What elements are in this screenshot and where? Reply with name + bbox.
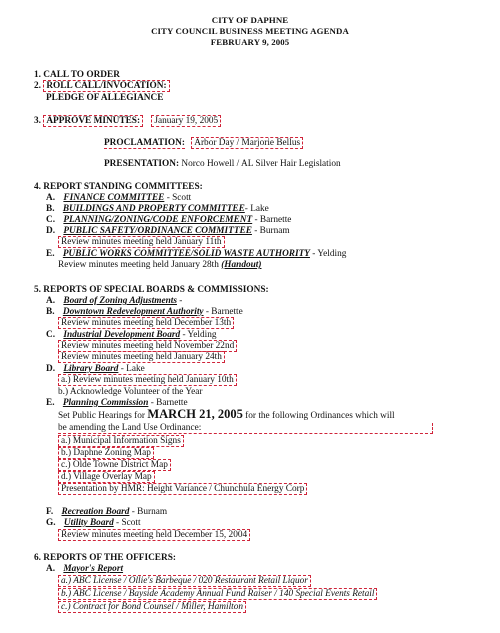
minutes-text: Review minutes meeting held January 11th — [58, 236, 225, 248]
committee-letter: E. — [46, 249, 55, 259]
agenda-date: FEBRUARY 9, 2005 — [210, 37, 290, 47]
public-safety-minutes — [58, 237, 225, 247]
proclamation-label: PROCLAMATION: — [104, 138, 185, 148]
downtown-minutes — [58, 318, 234, 328]
mayor-item-b — [58, 589, 377, 599]
ordinance-text: d.) Village Overlay Map — [58, 471, 155, 483]
library-volunteer: b.) Acknowledge Volunteer of the Year — [58, 387, 203, 397]
committee-chair: - Yelding — [309, 249, 347, 259]
industrial-minutes-2 — [58, 352, 225, 362]
ordinance-text: a.) Municipal Information Signs — [58, 435, 184, 447]
report-name: Mayor's Report — [63, 564, 124, 574]
committee-chair: - Barnette — [252, 215, 292, 225]
item-standing-committees: 4. REPORT STANDING COMMITTEES: — [34, 182, 203, 192]
item-special-boards: 5. REPORTS OF SPECIAL BOARDS & COMMISSIONS: — [34, 285, 269, 295]
minutes-text: a.) Review minutes meeting held January 10th — [58, 374, 237, 386]
minutes-text: Review minutes meeting held December 13th — [58, 317, 234, 329]
pledge-label: PLEDGE OF ALLEGIANCE — [46, 93, 164, 103]
mayor-item-text: b.) ABC License / Bayside Academy Annual Fund Raiser / 140 Special Events Retail — [58, 588, 377, 600]
committee-chair: - Lake — [244, 204, 269, 214]
committee-chair: - Burnam — [251, 226, 290, 236]
board-industrial — [46, 330, 217, 340]
board-chair: - Lake — [118, 364, 145, 374]
board-zoning — [46, 296, 182, 306]
committee-name: PUBLIC WORKS COMMITTEE/SOLID WASTE AUTHORITY — [62, 249, 310, 259]
ordinance-c — [58, 460, 171, 470]
minutes-text: Review minutes meeting held January 28th — [58, 260, 219, 270]
item-roll-call-number: 2. — [34, 81, 41, 91]
board-name: Planning Commission — [62, 398, 149, 408]
board-name: Downtown Redevelopment Authority — [62, 307, 204, 317]
board-name: Library Board — [63, 364, 119, 374]
utility-minutes — [58, 530, 250, 540]
ordinance-text: b.) Daphne Zoning Map — [58, 447, 154, 459]
ordinance-a — [58, 436, 184, 446]
board-downtown — [46, 307, 243, 317]
approve-minutes-date: January 19, 2005 — [151, 115, 221, 127]
board-letter: D. — [46, 364, 56, 374]
board-chair: - Barnette — [203, 307, 243, 317]
board-recreation — [46, 507, 167, 517]
committee-letter: A. — [46, 193, 56, 203]
presentation-line — [104, 159, 341, 169]
committee-name: PUBLIC SAFETY/ORDINANCE COMMITTEE — [63, 226, 252, 236]
presentation-text: Norco Howell / AL Silver Hair Legislation — [181, 159, 341, 169]
committee-name: FINANCE COMMITTEE — [63, 193, 165, 203]
board-letter: C. — [46, 330, 56, 340]
industrial-minutes-1 — [58, 341, 237, 351]
board-chair: - — [176, 296, 183, 306]
board-name: Industrial Development Board — [63, 330, 181, 340]
mayor-item-a — [58, 576, 311, 586]
city-name: CITY OF DAPHNE — [211, 15, 289, 25]
proclamation-line — [104, 138, 303, 148]
mayor-item-text: a.) ABC License / Ollie's Barbeque / 020 Restaurant Retail Liquor — [58, 575, 311, 587]
board-name: Recreation Board — [61, 507, 130, 517]
committee-planning — [46, 215, 291, 225]
board-utility — [46, 518, 141, 528]
minutes-text: Review minutes meeting held November 22nd — [58, 340, 237, 352]
public-works-minutes — [58, 260, 261, 270]
committee-public-works — [46, 249, 346, 259]
item-reports-officers: 6. REPORTS OF THE OFFICERS: — [34, 553, 176, 563]
minutes-text: Review minutes meeting held December 15, 2004 — [58, 529, 250, 541]
handout-label: (Handout) — [221, 260, 262, 270]
board-chair: - Barnette — [148, 398, 188, 408]
committee-letter: B. — [46, 204, 55, 214]
mayor-item-c — [58, 602, 246, 612]
item-approve-minutes — [34, 116, 221, 126]
hmr-presentation — [58, 484, 307, 494]
ordinance-b — [58, 448, 154, 458]
board-letter: G. — [46, 518, 56, 528]
board-chair: - Burnam — [129, 507, 168, 517]
ordinance-d — [58, 472, 155, 482]
approve-minutes-number: 3. — [34, 116, 41, 126]
committee-name: PLANNING/ZONING/CODE ENFORCEMENT — [63, 215, 253, 225]
approve-minutes-label: APPROVE MINUTES: — [43, 115, 143, 127]
committee-chair: - Scott — [164, 193, 192, 203]
committee-name: BUILDINGS AND PROPERTY COMMITTEE — [62, 204, 245, 214]
presentation-text: Presentation by HMR: Height Variance / Chunchula Energy Corp — [58, 483, 307, 495]
committee-letter: D. — [46, 226, 56, 236]
board-letter: F. — [46, 507, 54, 517]
item-call-to-order: 1. CALL TO ORDER — [34, 70, 120, 80]
hearing-date: MARCH 21, 2005 — [147, 407, 243, 421]
board-letter: E. — [46, 398, 55, 408]
board-letter: B. — [46, 307, 55, 317]
library-minutes — [58, 375, 237, 385]
ordinance-text: c.) Olde Towne District Map — [58, 459, 171, 471]
report-letter: A. — [46, 564, 56, 574]
roll-call-label: ROLL CALL/INVOCATION: — [43, 80, 169, 92]
minutes-text: Review minutes meeting held January 24th — [58, 351, 225, 363]
board-chair: - Yelding — [180, 330, 217, 340]
board-chair: - Scott — [113, 518, 141, 528]
planning-hearings — [58, 409, 395, 421]
committee-letter: C. — [46, 215, 56, 225]
item-roll-call — [34, 81, 170, 91]
mayor-item-text: c.) Contract for Bond Counsel / Miller, Hamilton — [58, 601, 246, 613]
committee-buildings — [46, 204, 269, 214]
board-letter: A. — [46, 296, 56, 306]
hearing-text: Set Public Hearings for — [58, 411, 148, 421]
board-library — [46, 364, 145, 374]
board-name: Board of Zoning Adjustments — [63, 296, 177, 306]
board-name: Utility Board — [63, 518, 114, 528]
proclamation-text: Arbor Day / Marjorie Bellus — [191, 137, 303, 149]
planning-hearings-line2: be amending the Land Use Ordinance: — [58, 423, 433, 434]
committee-finance — [46, 193, 191, 203]
mayor-report — [46, 564, 123, 574]
agenda-title: CITY COUNCIL BUSINESS MEETING AGENDA — [151, 26, 349, 36]
presentation-label: PRESENTATION: — [104, 159, 180, 169]
committee-public-safety — [46, 226, 290, 236]
hearing-tail: for the following Ordinances which will — [242, 411, 395, 421]
